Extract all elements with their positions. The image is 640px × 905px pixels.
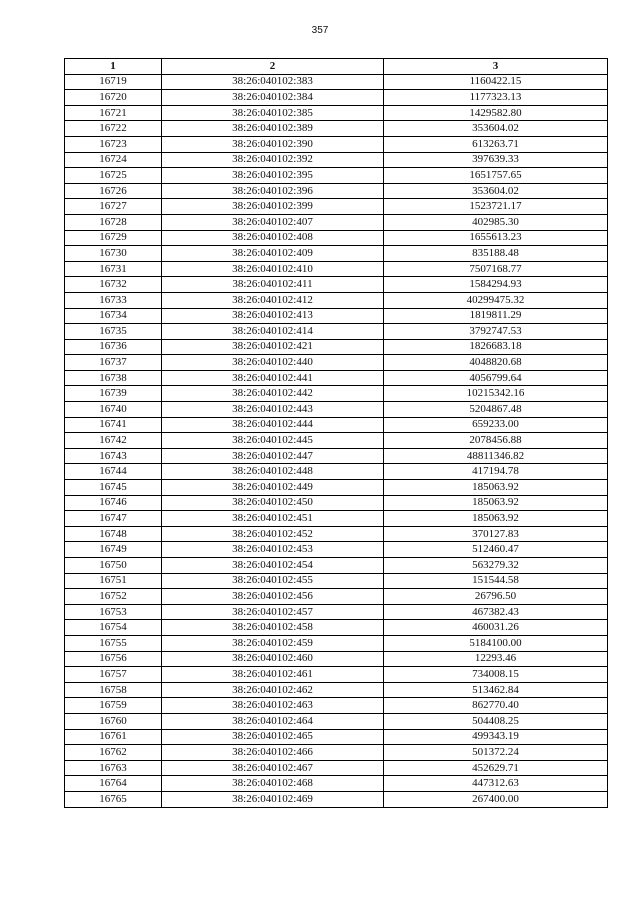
table-row [65, 339, 608, 355]
table-row [65, 682, 608, 698]
row-number-cell: 16764 [65, 776, 162, 792]
table-row [65, 152, 608, 168]
value-cell: 185063.92 [384, 511, 608, 527]
cadastral-number-cell: 38:26:040102:447 [162, 448, 384, 464]
column-header-1: 1 [65, 59, 162, 75]
cadastral-number-cell: 38:26:040102:410 [162, 261, 384, 277]
value-cell: 3792747.53 [384, 324, 608, 340]
table-row [65, 448, 608, 464]
cadastral-number-cell: 38:26:040102:399 [162, 199, 384, 215]
value-cell: 513462.84 [384, 682, 608, 698]
row-number-cell: 16724 [65, 152, 162, 168]
row-number-cell: 16733 [65, 292, 162, 308]
cadastral-number-cell: 38:26:040102:450 [162, 495, 384, 511]
data-table [64, 58, 608, 808]
value-cell: 659233.00 [384, 417, 608, 433]
cadastral-number-cell: 38:26:040102:411 [162, 277, 384, 293]
value-cell: 460031.26 [384, 620, 608, 636]
value-cell: 1523721.17 [384, 199, 608, 215]
cadastral-number-cell: 38:26:040102:452 [162, 526, 384, 542]
cadastral-number-cell: 38:26:040102:463 [162, 698, 384, 714]
value-cell: 512460.47 [384, 542, 608, 558]
row-number-cell: 16731 [65, 261, 162, 277]
table-row [65, 542, 608, 558]
row-number-cell: 16720 [65, 90, 162, 106]
value-cell: 7507168.77 [384, 261, 608, 277]
table-row [65, 214, 608, 230]
row-number-cell: 16739 [65, 386, 162, 402]
cadastral-number-cell: 38:26:040102:454 [162, 558, 384, 574]
row-number-cell: 16723 [65, 136, 162, 152]
row-number-cell: 16737 [65, 355, 162, 371]
table-row [65, 495, 608, 511]
cadastral-number-cell: 38:26:040102:384 [162, 90, 384, 106]
cadastral-number-cell: 38:26:040102:409 [162, 246, 384, 262]
value-cell: 4056799.64 [384, 370, 608, 386]
row-number-cell: 16730 [65, 246, 162, 262]
row-number-cell: 16725 [65, 168, 162, 184]
cadastral-number-cell: 38:26:040102:421 [162, 339, 384, 355]
row-number-cell: 16761 [65, 729, 162, 745]
table-row [65, 464, 608, 480]
cadastral-number-cell: 38:26:040102:440 [162, 355, 384, 371]
cadastral-number-cell: 38:26:040102:444 [162, 417, 384, 433]
cadastral-number-cell: 38:26:040102:441 [162, 370, 384, 386]
value-cell: 501372.24 [384, 745, 608, 761]
cadastral-number-cell: 38:26:040102:458 [162, 620, 384, 636]
table-row [65, 667, 608, 683]
value-cell: 4048820.68 [384, 355, 608, 371]
table-row [65, 355, 608, 371]
row-number-cell: 16729 [65, 230, 162, 246]
cadastral-number-cell: 38:26:040102:383 [162, 74, 384, 90]
row-number-cell: 16765 [65, 791, 162, 807]
row-number-cell: 16744 [65, 464, 162, 480]
table-row [65, 573, 608, 589]
table-row [65, 791, 608, 807]
row-number-cell: 16751 [65, 573, 162, 589]
table-row [65, 511, 608, 527]
cadastral-number-cell: 38:26:040102:465 [162, 729, 384, 745]
table-header [65, 59, 608, 75]
cadastral-number-cell: 38:26:040102:390 [162, 136, 384, 152]
cadastral-number-cell: 38:26:040102:464 [162, 713, 384, 729]
cadastral-number-cell: 38:26:040102:467 [162, 760, 384, 776]
value-cell: 151544.58 [384, 573, 608, 589]
table-row [65, 760, 608, 776]
table-row [65, 308, 608, 324]
table-row [65, 402, 608, 418]
value-cell: 1584294.93 [384, 277, 608, 293]
row-number-cell: 16748 [65, 526, 162, 542]
cadastral-number-cell: 38:26:040102:460 [162, 651, 384, 667]
table-row [65, 713, 608, 729]
value-cell: 353604.02 [384, 121, 608, 137]
value-cell: 499343.19 [384, 729, 608, 745]
cadastral-number-cell: 38:26:040102:466 [162, 745, 384, 761]
table-row [65, 121, 608, 137]
cadastral-number-cell: 38:26:040102:408 [162, 230, 384, 246]
column-header-3: 3 [384, 59, 608, 75]
table-row [65, 558, 608, 574]
table-row [65, 604, 608, 620]
row-number-cell: 16762 [65, 745, 162, 761]
value-cell: 862770.40 [384, 698, 608, 714]
row-number-cell: 16755 [65, 635, 162, 651]
row-number-cell: 16756 [65, 651, 162, 667]
table-row [65, 230, 608, 246]
row-number-cell: 16732 [65, 277, 162, 293]
table-row [65, 168, 608, 184]
value-cell: 370127.83 [384, 526, 608, 542]
row-number-cell: 16735 [65, 324, 162, 340]
cadastral-number-cell: 38:26:040102:451 [162, 511, 384, 527]
table-row [65, 105, 608, 121]
value-cell: 417194.78 [384, 464, 608, 480]
row-number-cell: 16753 [65, 604, 162, 620]
table-row [65, 729, 608, 745]
value-cell: 1160422.15 [384, 74, 608, 90]
cadastral-number-cell: 38:26:040102:412 [162, 292, 384, 308]
table-row [65, 386, 608, 402]
table-row [65, 324, 608, 340]
table-row [65, 199, 608, 215]
cadastral-number-cell: 38:26:040102:468 [162, 776, 384, 792]
value-cell: 353604.02 [384, 183, 608, 199]
table-row [65, 589, 608, 605]
cadastral-number-cell: 38:26:040102:407 [162, 214, 384, 230]
value-cell: 5204867.48 [384, 402, 608, 418]
header-row [65, 59, 608, 75]
table-row [65, 246, 608, 262]
value-cell: 563279.32 [384, 558, 608, 574]
row-number-cell: 16757 [65, 667, 162, 683]
value-cell: 734008.15 [384, 667, 608, 683]
table-row [65, 90, 608, 106]
table-row [65, 526, 608, 542]
table-row [65, 698, 608, 714]
cadastral-number-cell: 38:26:040102:459 [162, 635, 384, 651]
value-cell: 2078456.88 [384, 433, 608, 449]
cadastral-number-cell: 38:26:040102:455 [162, 573, 384, 589]
cadastral-number-cell: 38:26:040102:414 [162, 324, 384, 340]
value-cell: 40299475.32 [384, 292, 608, 308]
value-cell: 1655613.23 [384, 230, 608, 246]
row-number-cell: 16746 [65, 495, 162, 511]
value-cell: 267400.00 [384, 791, 608, 807]
row-number-cell: 16741 [65, 417, 162, 433]
row-number-cell: 16742 [65, 433, 162, 449]
cadastral-number-cell: 38:26:040102:442 [162, 386, 384, 402]
value-cell: 613263.71 [384, 136, 608, 152]
cadastral-number-cell: 38:26:040102:395 [162, 168, 384, 184]
value-cell: 402985.30 [384, 214, 608, 230]
value-cell: 1429582.80 [384, 105, 608, 121]
cadastral-number-cell: 38:26:040102:445 [162, 433, 384, 449]
cadastral-number-cell: 38:26:040102:462 [162, 682, 384, 698]
cadastral-number-cell: 38:26:040102:449 [162, 480, 384, 496]
table-row [65, 417, 608, 433]
value-cell: 452629.71 [384, 760, 608, 776]
table-row [65, 292, 608, 308]
table-row [65, 370, 608, 386]
cadastral-number-cell: 38:26:040102:443 [162, 402, 384, 418]
row-number-cell: 16750 [65, 558, 162, 574]
cadastral-number-cell: 38:26:040102:461 [162, 667, 384, 683]
cadastral-number-cell: 38:26:040102:453 [162, 542, 384, 558]
cadastral-number-cell: 38:26:040102:469 [162, 791, 384, 807]
table-row [65, 745, 608, 761]
table-row [65, 74, 608, 90]
value-cell: 1826683.18 [384, 339, 608, 355]
cadastral-number-cell: 38:26:040102:413 [162, 308, 384, 324]
row-number-cell: 16758 [65, 682, 162, 698]
cadastral-number-cell: 38:26:040102:385 [162, 105, 384, 121]
cadastral-number-cell: 38:26:040102:456 [162, 589, 384, 605]
table-row [65, 183, 608, 199]
row-number-cell: 16743 [65, 448, 162, 464]
value-cell: 1177323.13 [384, 90, 608, 106]
row-number-cell: 16736 [65, 339, 162, 355]
cadastral-number-cell: 38:26:040102:392 [162, 152, 384, 168]
value-cell: 467382.43 [384, 604, 608, 620]
table-body [65, 74, 608, 807]
table-row [65, 277, 608, 293]
value-cell: 12293.46 [384, 651, 608, 667]
row-number-cell: 16726 [65, 183, 162, 199]
value-cell: 397639.33 [384, 152, 608, 168]
value-cell: 835188.48 [384, 246, 608, 262]
value-cell: 5184100.00 [384, 635, 608, 651]
row-number-cell: 16747 [65, 511, 162, 527]
row-number-cell: 16763 [65, 760, 162, 776]
row-number-cell: 16752 [65, 589, 162, 605]
table-row [65, 433, 608, 449]
cadastral-number-cell: 38:26:040102:396 [162, 183, 384, 199]
value-cell: 1651757.65 [384, 168, 608, 184]
row-number-cell: 16740 [65, 402, 162, 418]
row-number-cell: 16722 [65, 121, 162, 137]
row-number-cell: 16734 [65, 308, 162, 324]
value-cell: 185063.92 [384, 495, 608, 511]
value-cell: 26796.50 [384, 589, 608, 605]
row-number-cell: 16719 [65, 74, 162, 90]
table-row [65, 620, 608, 636]
row-number-cell: 16738 [65, 370, 162, 386]
value-cell: 48811346.82 [384, 448, 608, 464]
table-row [65, 635, 608, 651]
value-cell: 1819811.29 [384, 308, 608, 324]
value-cell: 447312.63 [384, 776, 608, 792]
row-number-cell: 16721 [65, 105, 162, 121]
row-number-cell: 16759 [65, 698, 162, 714]
table-row [65, 480, 608, 496]
table-row [65, 261, 608, 277]
row-number-cell: 16745 [65, 480, 162, 496]
page-number: 357 [311, 25, 329, 36]
row-number-cell: 16760 [65, 713, 162, 729]
cadastral-number-cell: 38:26:040102:457 [162, 604, 384, 620]
table-row [65, 776, 608, 792]
value-cell: 10215342.16 [384, 386, 608, 402]
table-row [65, 136, 608, 152]
column-header-2: 2 [162, 59, 384, 75]
table-row [65, 651, 608, 667]
cadastral-number-cell: 38:26:040102:389 [162, 121, 384, 137]
value-cell: 185063.92 [384, 480, 608, 496]
value-cell: 504408.25 [384, 713, 608, 729]
row-number-cell: 16749 [65, 542, 162, 558]
row-number-cell: 16727 [65, 199, 162, 215]
row-number-cell: 16728 [65, 214, 162, 230]
cadastral-number-cell: 38:26:040102:448 [162, 464, 384, 480]
row-number-cell: 16754 [65, 620, 162, 636]
